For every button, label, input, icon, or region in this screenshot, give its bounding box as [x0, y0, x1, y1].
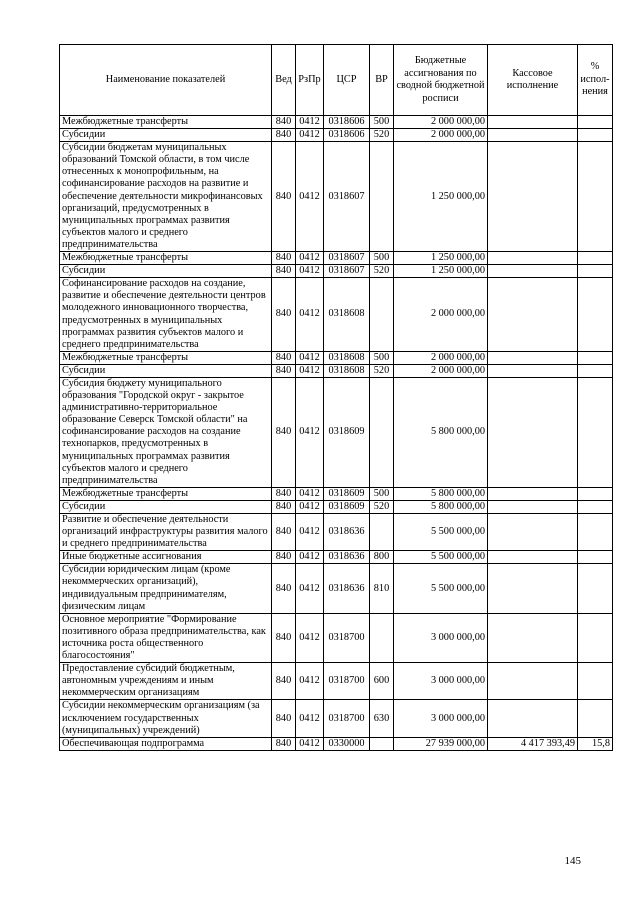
- row-percent-cell: [578, 129, 613, 142]
- row-budget-cell: 3 000 000,00: [394, 613, 488, 662]
- row-rzpr-cell: 0412: [296, 613, 324, 662]
- row-vr-cell: [370, 377, 394, 487]
- row-rzpr-cell: 0412: [296, 700, 324, 737]
- row-percent-cell: [578, 551, 613, 564]
- row-percent-cell: [578, 487, 613, 500]
- row-vr-cell: [370, 613, 394, 662]
- row-rzpr-cell: 0412: [296, 265, 324, 278]
- row-ved-cell: 840: [272, 252, 296, 265]
- table-row: [60, 129, 613, 142]
- row-budget-cell: 5 800 000,00: [394, 500, 488, 513]
- row-name-cell: Субсидии: [60, 364, 272, 377]
- page-number: 145: [564, 855, 581, 867]
- row-csr-cell: 0330000: [324, 737, 370, 750]
- row-rzpr-cell: 0412: [296, 377, 324, 487]
- row-percent-cell: [578, 364, 613, 377]
- row-cash-cell: [488, 514, 578, 551]
- row-cash-cell: [488, 252, 578, 265]
- row-cash-cell: [488, 613, 578, 662]
- row-vr-cell: 600: [370, 663, 394, 700]
- row-name-cell: Развитие и обеспечение деятельности организаций инфраструктуры развития малого и среднего предпринимательства: [60, 514, 272, 551]
- row-budget-cell: 5 800 000,00: [394, 377, 488, 487]
- header-csr: ЦСР: [324, 45, 370, 116]
- row-vr-cell: 500: [370, 351, 394, 364]
- table-row: [60, 700, 613, 737]
- row-ved-cell: 840: [272, 737, 296, 750]
- row-name-cell: Субсидии бюджетам муниципальных образований Томской области, в том числе отнесенных к монопрофильным, на софинансирование расходов на развитие и обеспечение деятельности микрофинансовых организаций, предусмотренных в муниципальных программах развития субъектов малого и среднего предпринимательства: [60, 142, 272, 252]
- row-budget-cell: 5 500 000,00: [394, 514, 488, 551]
- table-row: [60, 551, 613, 564]
- row-percent-cell: [578, 265, 613, 278]
- row-csr-cell: 0318608: [324, 351, 370, 364]
- row-percent-cell: [578, 116, 613, 129]
- row-csr-cell: 0318607: [324, 252, 370, 265]
- row-rzpr-cell: 0412: [296, 278, 324, 352]
- row-rzpr-cell: 0412: [296, 514, 324, 551]
- row-name-cell: Межбюджетные трансферты: [60, 252, 272, 265]
- row-cash-cell: [488, 116, 578, 129]
- row-ved-cell: 840: [272, 663, 296, 700]
- row-csr-cell: 0318607: [324, 265, 370, 278]
- row-ved-cell: 840: [272, 377, 296, 487]
- row-cash-cell: [488, 142, 578, 252]
- row-ved-cell: 840: [272, 142, 296, 252]
- row-percent-cell: [578, 252, 613, 265]
- row-name-cell: Межбюджетные трансферты: [60, 351, 272, 364]
- row-vr-cell: 800: [370, 551, 394, 564]
- row-csr-cell: 0318636: [324, 514, 370, 551]
- table-row: [60, 377, 613, 487]
- budget-table: [59, 44, 613, 751]
- row-rzpr-cell: 0412: [296, 129, 324, 142]
- row-vr-cell: 500: [370, 487, 394, 500]
- table-row: [60, 351, 613, 364]
- row-rzpr-cell: 0412: [296, 737, 324, 750]
- row-budget-cell: 2 000 000,00: [394, 278, 488, 352]
- report-page: [59, 44, 612, 751]
- row-percent-cell: [578, 613, 613, 662]
- row-vr-cell: 810: [370, 564, 394, 613]
- row-vr-cell: 500: [370, 252, 394, 265]
- row-cash-cell: [488, 278, 578, 352]
- row-ved-cell: 840: [272, 500, 296, 513]
- row-csr-cell: 0318609: [324, 377, 370, 487]
- row-percent-cell: [578, 351, 613, 364]
- row-cash-cell: [488, 129, 578, 142]
- table-row: [60, 487, 613, 500]
- table-row: [60, 500, 613, 513]
- row-name-cell: Межбюджетные трансферты: [60, 116, 272, 129]
- row-rzpr-cell: 0412: [296, 364, 324, 377]
- row-vr-cell: [370, 514, 394, 551]
- row-cash-cell: [488, 700, 578, 737]
- row-ved-cell: 840: [272, 364, 296, 377]
- row-name-cell: Предоставление субсидий бюджетным, автономным учреждениям и иным некоммерческим организациям: [60, 663, 272, 700]
- row-cash-cell: [488, 487, 578, 500]
- row-vr-cell: 630: [370, 700, 394, 737]
- row-ved-cell: 840: [272, 487, 296, 500]
- row-budget-cell: 3 000 000,00: [394, 700, 488, 737]
- table-row: [60, 252, 613, 265]
- row-percent-cell: [578, 377, 613, 487]
- row-name-cell: Иные бюджетные ассигнования: [60, 551, 272, 564]
- row-vr-cell: [370, 737, 394, 750]
- row-vr-cell: 520: [370, 129, 394, 142]
- row-name-cell: Софинансирование расходов на создание, развитие и обеспечение деятельности центров молодежного инновационного творчества, предусмотренных в муниципальных программах развития субъектов малого и среднего предпринимательства: [60, 278, 272, 352]
- row-name-cell: Субсидии юридическим лицам (кроме некоммерческих организаций), индивидуальным предпринимателям, физическим лицам: [60, 564, 272, 613]
- row-csr-cell: 0318700: [324, 613, 370, 662]
- row-vr-cell: [370, 142, 394, 252]
- table-header-row: [60, 45, 613, 116]
- row-ved-cell: 840: [272, 514, 296, 551]
- row-csr-cell: 0318606: [324, 129, 370, 142]
- row-rzpr-cell: 0412: [296, 351, 324, 364]
- row-budget-cell: 2 000 000,00: [394, 129, 488, 142]
- row-vr-cell: 500: [370, 116, 394, 129]
- row-csr-cell: 0318607: [324, 142, 370, 252]
- row-csr-cell: 0318609: [324, 500, 370, 513]
- row-ved-cell: 840: [272, 564, 296, 613]
- row-budget-cell: 1 250 000,00: [394, 265, 488, 278]
- table-body: [60, 116, 613, 751]
- row-cash-cell: [488, 377, 578, 487]
- row-cash-cell: [488, 351, 578, 364]
- row-budget-cell: 5 800 000,00: [394, 487, 488, 500]
- row-vr-cell: 520: [370, 364, 394, 377]
- header-rzpr: РзПр: [296, 45, 324, 116]
- row-budget-cell: 3 000 000,00: [394, 663, 488, 700]
- row-cash-cell: [488, 500, 578, 513]
- row-ved-cell: 840: [272, 265, 296, 278]
- header-percent: % испол-нения: [578, 45, 613, 116]
- row-csr-cell: 0318636: [324, 564, 370, 613]
- row-vr-cell: 520: [370, 265, 394, 278]
- row-ved-cell: 840: [272, 351, 296, 364]
- row-cash-cell: [488, 551, 578, 564]
- row-budget-cell: 1 250 000,00: [394, 142, 488, 252]
- table-row: [60, 564, 613, 613]
- row-name-cell: Основное мероприятие "Формирование позитивного образа предпринимательства, как источника роста общественного благосостояния": [60, 613, 272, 662]
- table-row: [60, 663, 613, 700]
- row-ved-cell: 840: [272, 129, 296, 142]
- row-budget-cell: 27 939 000,00: [394, 737, 488, 750]
- row-budget-cell: 2 000 000,00: [394, 116, 488, 129]
- table-row: [60, 142, 613, 252]
- row-csr-cell: 0318606: [324, 116, 370, 129]
- row-percent-cell: [578, 564, 613, 613]
- row-percent-cell: 15,8: [578, 737, 613, 750]
- row-name-cell: Субсидии некоммерческим организациям (за исключением государственных (муниципальных) учреждений): [60, 700, 272, 737]
- row-name-cell: Субсидия бюджету муниципального образования "Городской округ - закрытое административно-территориальное образование Северск Томской области" на софинансирование расходов на создание технопарков, предусмотренных в муниципальных программах развития субъектов малого и среднего предпринимательства: [60, 377, 272, 487]
- header-name: Наименование показателей: [60, 45, 272, 116]
- row-rzpr-cell: 0412: [296, 252, 324, 265]
- row-name-cell: Межбюджетные трансферты: [60, 487, 272, 500]
- row-percent-cell: [578, 278, 613, 352]
- row-percent-cell: [578, 663, 613, 700]
- table-row: [60, 278, 613, 352]
- row-vr-cell: 520: [370, 500, 394, 513]
- row-rzpr-cell: 0412: [296, 663, 324, 700]
- row-name-cell: Субсидии: [60, 129, 272, 142]
- row-rzpr-cell: 0412: [296, 142, 324, 252]
- row-budget-cell: 5 500 000,00: [394, 564, 488, 613]
- header-cash: Кассовое исполнение: [488, 45, 578, 116]
- row-budget-cell: 1 250 000,00: [394, 252, 488, 265]
- table-row: [60, 116, 613, 129]
- header-vr: ВР: [370, 45, 394, 116]
- row-ved-cell: 840: [272, 700, 296, 737]
- row-rzpr-cell: 0412: [296, 116, 324, 129]
- row-csr-cell: 0318700: [324, 663, 370, 700]
- row-cash-cell: [488, 663, 578, 700]
- row-percent-cell: [578, 142, 613, 252]
- row-vr-cell: [370, 278, 394, 352]
- row-percent-cell: [578, 514, 613, 551]
- row-rzpr-cell: 0412: [296, 487, 324, 500]
- table-row: [60, 737, 613, 750]
- table-row: [60, 613, 613, 662]
- table-row: [60, 514, 613, 551]
- row-budget-cell: 2 000 000,00: [394, 351, 488, 364]
- header-ved: Вед: [272, 45, 296, 116]
- row-cash-cell: [488, 364, 578, 377]
- row-name-cell: Обеспечивающая подпрограмма: [60, 737, 272, 750]
- row-cash-cell: [488, 265, 578, 278]
- row-ved-cell: 840: [272, 613, 296, 662]
- row-rzpr-cell: 0412: [296, 564, 324, 613]
- row-csr-cell: 0318608: [324, 278, 370, 352]
- row-csr-cell: 0318609: [324, 487, 370, 500]
- row-percent-cell: [578, 700, 613, 737]
- row-csr-cell: 0318636: [324, 551, 370, 564]
- row-csr-cell: 0318608: [324, 364, 370, 377]
- row-name-cell: Субсидии: [60, 500, 272, 513]
- row-ved-cell: 840: [272, 278, 296, 352]
- table-row: [60, 265, 613, 278]
- row-ved-cell: 840: [272, 116, 296, 129]
- row-csr-cell: 0318700: [324, 700, 370, 737]
- row-name-cell: Субсидии: [60, 265, 272, 278]
- row-rzpr-cell: 0412: [296, 551, 324, 564]
- row-rzpr-cell: 0412: [296, 500, 324, 513]
- row-cash-cell: [488, 564, 578, 613]
- header-budget: Бюджетные ассигнования по сводной бюджетной росписи: [394, 45, 488, 116]
- row-budget-cell: 2 000 000,00: [394, 364, 488, 377]
- table-row: [60, 364, 613, 377]
- row-cash-cell: 4 417 393,49: [488, 737, 578, 750]
- row-percent-cell: [578, 500, 613, 513]
- row-budget-cell: 5 500 000,00: [394, 551, 488, 564]
- row-ved-cell: 840: [272, 551, 296, 564]
